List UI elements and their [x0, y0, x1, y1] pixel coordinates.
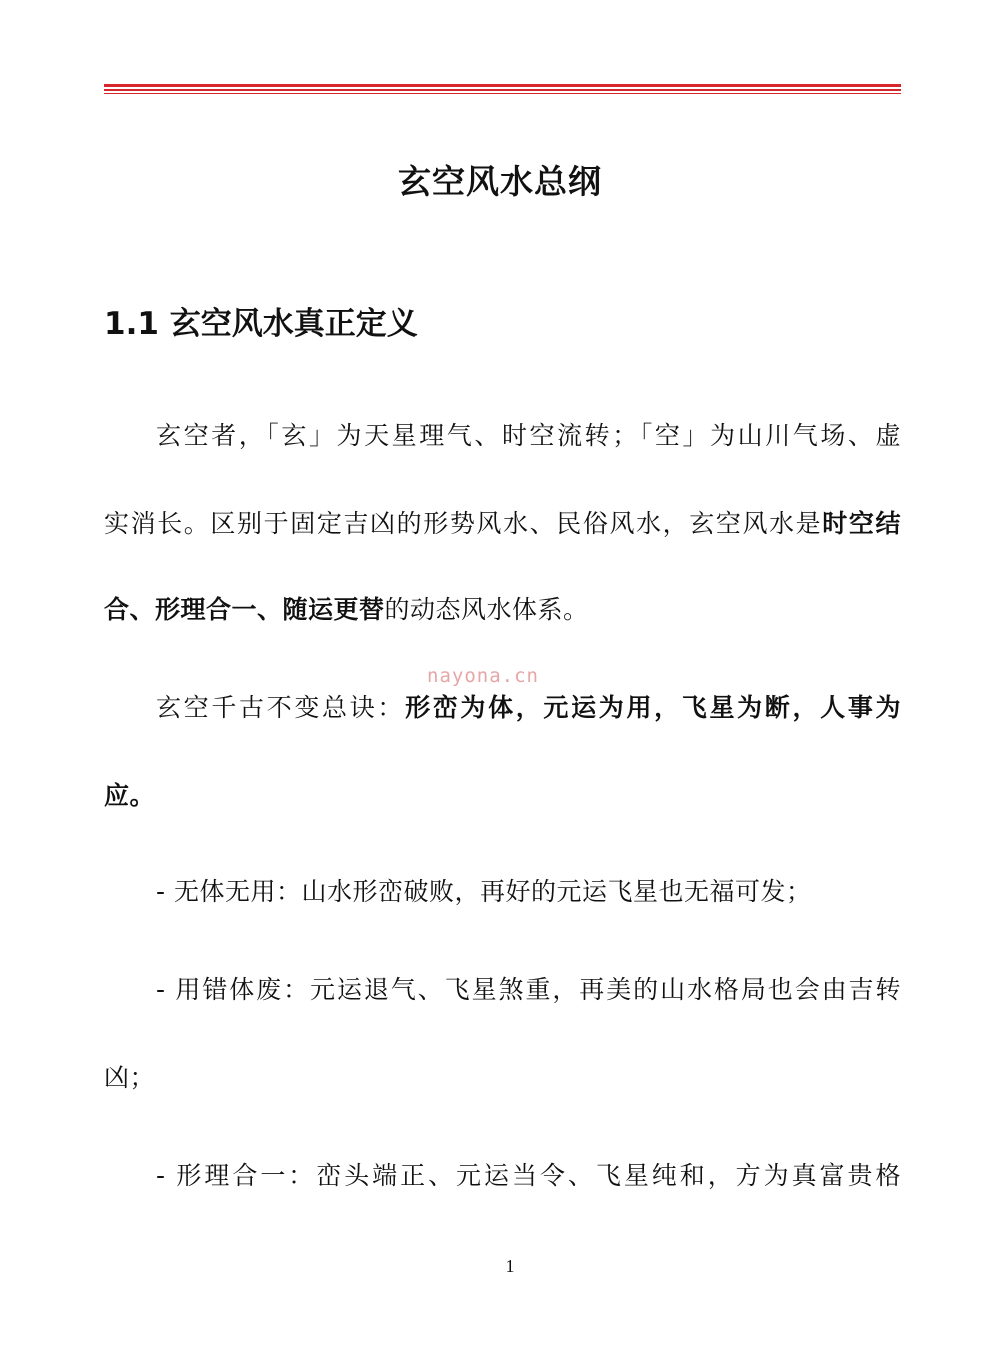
paragraph-2-line-1: [156, 688, 901, 728]
paragraph-2-line-2-bold: 应。: [104, 781, 156, 810]
header-rule-thick: [104, 84, 901, 87]
bullet-1: - 无体无用：山水形峦破败，再好的元运飞星也无福可发；: [156, 877, 812, 906]
header-rule-thin: [104, 93, 901, 94]
bullet-3: - 形理合一：峦头端正、元运当令、飞星纯和，方为真富贵格: [156, 1161, 901, 1190]
header-rule: [104, 84, 901, 98]
paragraph-1-line-3-bold: 合、形理合一、随运更替: [104, 595, 385, 624]
header-rule-mid: [104, 89, 901, 91]
section-heading: 1.1 玄空风水真正定义: [104, 306, 418, 342]
paragraph-1-line-2-bold: 时空结: [822, 509, 901, 538]
paragraph-1-line-3-plain: 的动态风水体系。: [384, 595, 589, 624]
paragraph-2-line-1-plain: 玄空千古不变总诀：: [156, 693, 406, 722]
document-title: 玄空风水总纲: [398, 162, 602, 201]
paragraph-2-line-2: [104, 776, 901, 816]
paragraph-1-line-3: [104, 590, 901, 630]
page-number: 1: [505, 1256, 515, 1276]
paragraph-1-line-2: [104, 504, 901, 544]
bullet-2-line-1: - 用错体废：元运退气、飞星煞重，再美的山水格局也会由吉转: [156, 975, 901, 1004]
paragraph-1-line-2-plain: 实消长。区别于固定吉凶的形势风水、民俗风水，玄空风水是: [104, 509, 823, 538]
paragraph-1-line-1: 玄空者，「玄」为天星理气、时空流转；「空」为山川气场、虚: [156, 421, 901, 450]
watermark-text: nayona.cn: [427, 665, 539, 687]
bullet-2-line-2: 凶；: [104, 1063, 156, 1092]
paragraph-2-line-1-bold: 形峦为体，元运为用，飞星为断，人事为: [405, 693, 901, 722]
